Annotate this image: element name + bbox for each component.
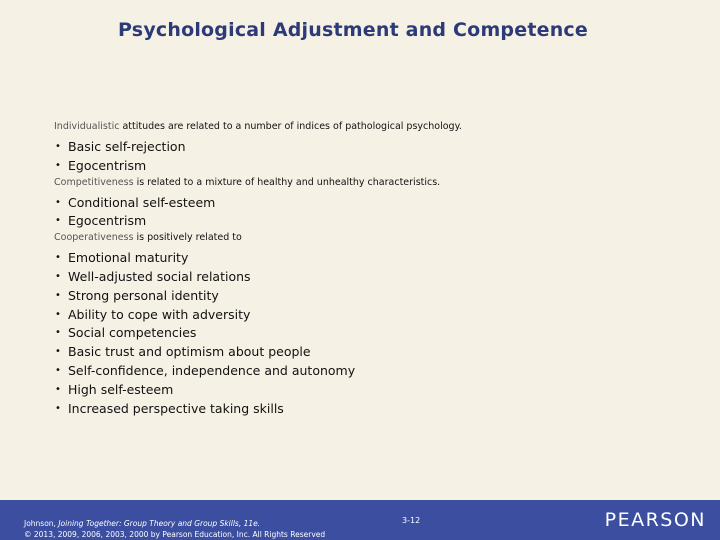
bullet-icon: • <box>55 346 61 358</box>
footer-citation <box>24 518 325 540</box>
section-term: Cooperativeness <box>54 232 134 244</box>
list-item <box>54 212 694 231</box>
bullet-icon: • <box>55 270 61 282</box>
footer-author: Johnson, <box>24 519 59 528</box>
section-text: is related to a mixture of healthy and unhealthy characteristics. <box>133 176 441 188</box>
list-item-text: Emotional maturity <box>68 250 189 266</box>
list-item <box>54 306 694 325</box>
list-item <box>54 343 694 362</box>
list-item-text: Basic trust and optimism about people <box>68 344 311 360</box>
bullet-icon: • <box>55 141 61 152</box>
section-heading <box>54 231 694 245</box>
bullet-list <box>54 138 694 176</box>
list-item-text: Egocentrism <box>68 213 147 229</box>
section-text: attitudes are related to a number of indices of pathological psychology. <box>119 121 462 132</box>
page-number: 3-12 <box>402 516 421 525</box>
bullet-icon: • <box>55 308 61 320</box>
bullet-icon: • <box>55 159 61 171</box>
list-item-text: High self-esteem <box>68 381 174 397</box>
list-item-text: Conditional self-esteem <box>68 194 216 210</box>
list-item <box>54 194 694 213</box>
section-term: Competitiveness <box>54 176 134 188</box>
section-term: Individualistic <box>54 121 120 132</box>
list-item-text: Basic self-rejection <box>68 139 186 154</box>
list-item-text: Social competencies <box>68 325 197 341</box>
list-item-text: Well-adjusted social relations <box>68 268 251 284</box>
list-item <box>54 381 694 400</box>
bullet-icon: • <box>55 289 61 301</box>
footer-book-title: Joining Together: Group Theory and Group Skills, 11e. <box>58 519 261 528</box>
list-item <box>54 362 694 381</box>
footer-copyright: © 2013, 2009, 2006, 2003, 2000 by Pearson Education, Inc. All Rights Reserved <box>24 530 326 539</box>
bullet-icon: • <box>55 196 61 208</box>
bullet-list <box>54 249 694 418</box>
list-item <box>54 287 694 306</box>
list-item <box>54 324 694 343</box>
slide-content <box>54 120 694 418</box>
bullet-icon: • <box>55 402 61 414</box>
section-heading <box>54 120 694 134</box>
bullet-icon: • <box>55 215 61 227</box>
list-item-text: Strong personal identity <box>68 287 219 303</box>
section-competitiveness <box>54 176 694 232</box>
list-item-text: Ability to cope with adversity <box>68 306 251 322</box>
list-item-text: Self-confidence, independence and autonomy <box>68 362 356 378</box>
section-cooperativeness <box>54 231 694 418</box>
footer-bar <box>0 500 720 540</box>
bullet-icon: • <box>55 364 61 376</box>
list-item <box>54 400 694 419</box>
list-item <box>54 268 694 287</box>
list-item-text: Egocentrism <box>68 157 147 173</box>
list-item <box>54 157 694 176</box>
list-item-text: Increased perspective taking skills <box>68 400 284 416</box>
section-individualistic <box>54 120 694 176</box>
list-item <box>54 249 694 268</box>
bullet-list <box>54 194 694 232</box>
bullet-icon: • <box>55 327 61 339</box>
bullet-icon: • <box>55 383 61 395</box>
pearson-logo: PEARSON <box>604 509 706 531</box>
section-text: is positively related to <box>133 232 242 244</box>
list-item <box>54 138 694 157</box>
bullet-icon: • <box>55 252 61 264</box>
section-heading <box>54 176 694 190</box>
slide-title: Psychological Adjustment and Competence <box>118 19 588 41</box>
